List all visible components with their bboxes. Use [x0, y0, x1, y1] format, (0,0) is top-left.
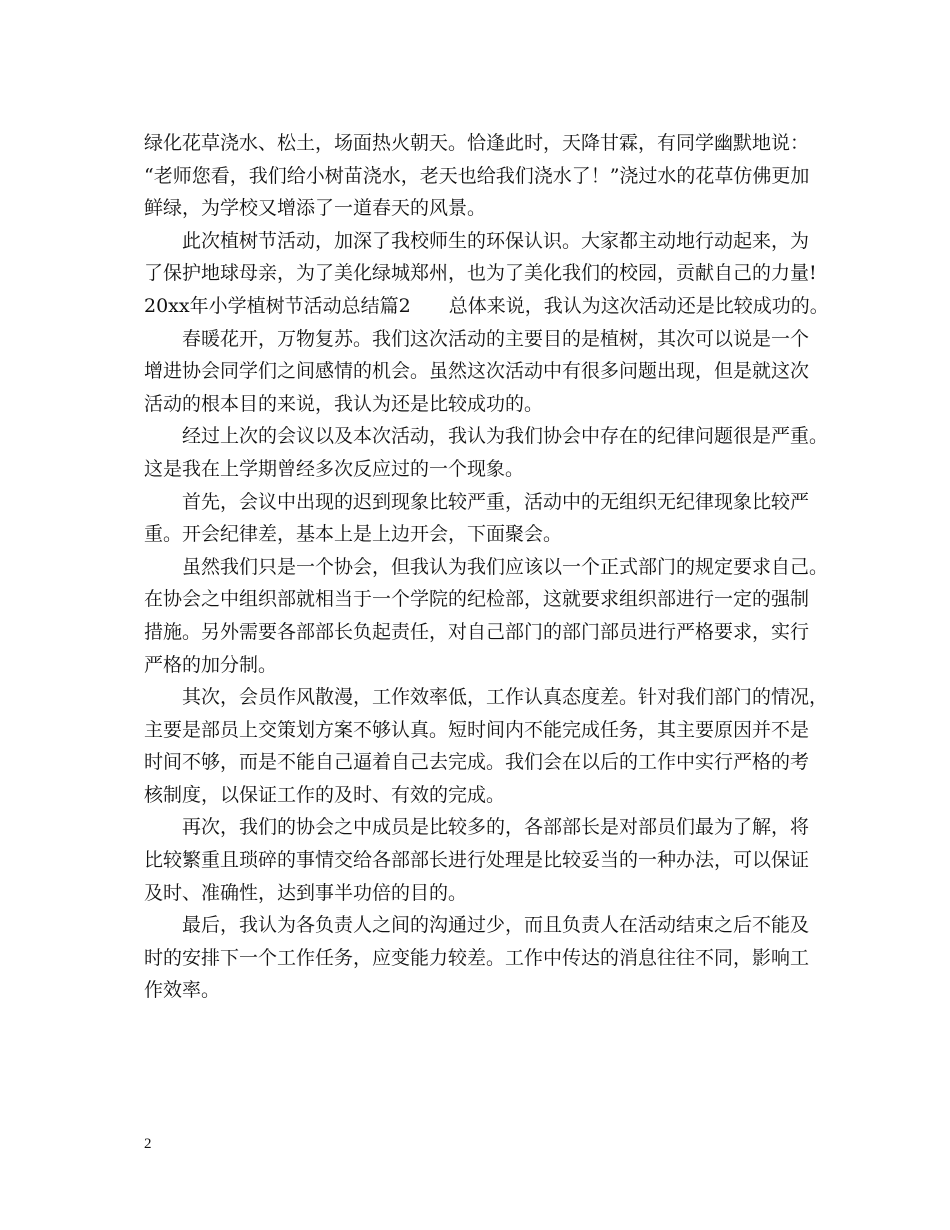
text-line: 再次，我们的协会之中成员是比较多的，各部部长是对部员们最为了解，将 [182, 816, 810, 839]
paragraph [144, 909, 808, 1007]
paragraph [144, 681, 829, 811]
text-line: 严格的加分制。 [144, 653, 278, 676]
text-line: 主要是部员上交策划方案不够认真。短时间内不能完成任务，其主要原因并不是 [144, 718, 810, 741]
text-line: 其次，会员作风散漫，工作效率低，工作认真态度差。针对我们部门的情况， [182, 686, 829, 709]
text-line: 春暖花开，万物复苏。我们这次活动的主要目的是植树，其次可以说是一个 [182, 327, 810, 350]
paragraph [144, 551, 829, 681]
text-line: 最后，我认为各负责人之间的沟通过少，而且负责人在活动结束之后不能及 [182, 914, 810, 937]
text-line: 比较繁重且琐碎的事情交给各部部长进行处理是比较妥当的一种办法，可以保证 [144, 849, 810, 872]
text-line: 活动的根本目的来说，我认为还是比较成功的。 [144, 392, 544, 415]
document-body [144, 127, 829, 1007]
text-line: 了保护地球母亲，为了美化绿城郑州，也为了美化我们的校园，贡献自己的力量! [144, 262, 817, 285]
text-line: 增进协会同学们之间感情的机会。虽然这次活动中有很多问题出现，但是就这次 [144, 360, 810, 383]
text-line: 时间不够，而是不能自己逼着自己去完成。我们会在以后的工作中实行严格的考 [144, 751, 810, 774]
paragraph [144, 127, 808, 225]
text-line: 措施。另外需要各部部长负起责任，对自己部门的部门部员进行严格要求，实行 [144, 620, 810, 643]
paragraph [144, 225, 829, 323]
text-line: 此次植树节活动，加深了我校师生的环保认识。大家都主动地行动起来，为 [182, 229, 810, 252]
text-line: 重。开会纪律差，基本上是上边开会，下面聚会。 [144, 523, 563, 546]
paragraph [144, 486, 808, 551]
text-line: 首先，会议中出现的迟到现象比较严重，活动中的无组织无纪律现象比较严 [182, 490, 810, 513]
page-number: 2 [144, 1136, 152, 1152]
text-line: 这是我在上学期曾经多次反应过的一个现象。 [144, 457, 525, 480]
text-line: 作效率。 [144, 979, 221, 1002]
text-line: 经过上次的会议以及本次活动，我认为我们协会中存在的纪律问题很是严重。 [182, 425, 829, 448]
text-line: 绿化花草浇水、松土，场面热火朝天。恰逢此时，天降甘霖，有同学幽默地说： [144, 132, 810, 154]
text-line: “老师您看，我们给小树苗浇水，老天也给我们浇水了！”浇过水的花草仿佛更加 [144, 164, 810, 187]
paragraph [144, 811, 808, 909]
text-line: 虽然我们只是一个协会，但我认为我们应该以一个正式部门的规定要求自己。 [182, 555, 829, 578]
text-line: 及时、准确性，达到事半功倍的目的。 [144, 881, 468, 904]
text-line: 核制度，以保证工作的及时、有效的完成。 [144, 783, 506, 806]
text-line: 20xx年小学植树节活动总结篇2 总体来说，我认为这次活动还是比较成功的。 [144, 294, 829, 317]
paragraph [144, 420, 829, 485]
text-line: 鲜绿，为学校又增添了一道春天的风景。 [144, 197, 487, 220]
paragraph [144, 323, 808, 421]
text-line: 时的安排下一个工作任务，应变能力较差。工作中传达的消息往往不同，影响工 [144, 946, 810, 969]
text-line: 在协会之中组织部就相当于一个学院的纪检部，这就要求组织部进行一定的强制 [144, 588, 810, 611]
